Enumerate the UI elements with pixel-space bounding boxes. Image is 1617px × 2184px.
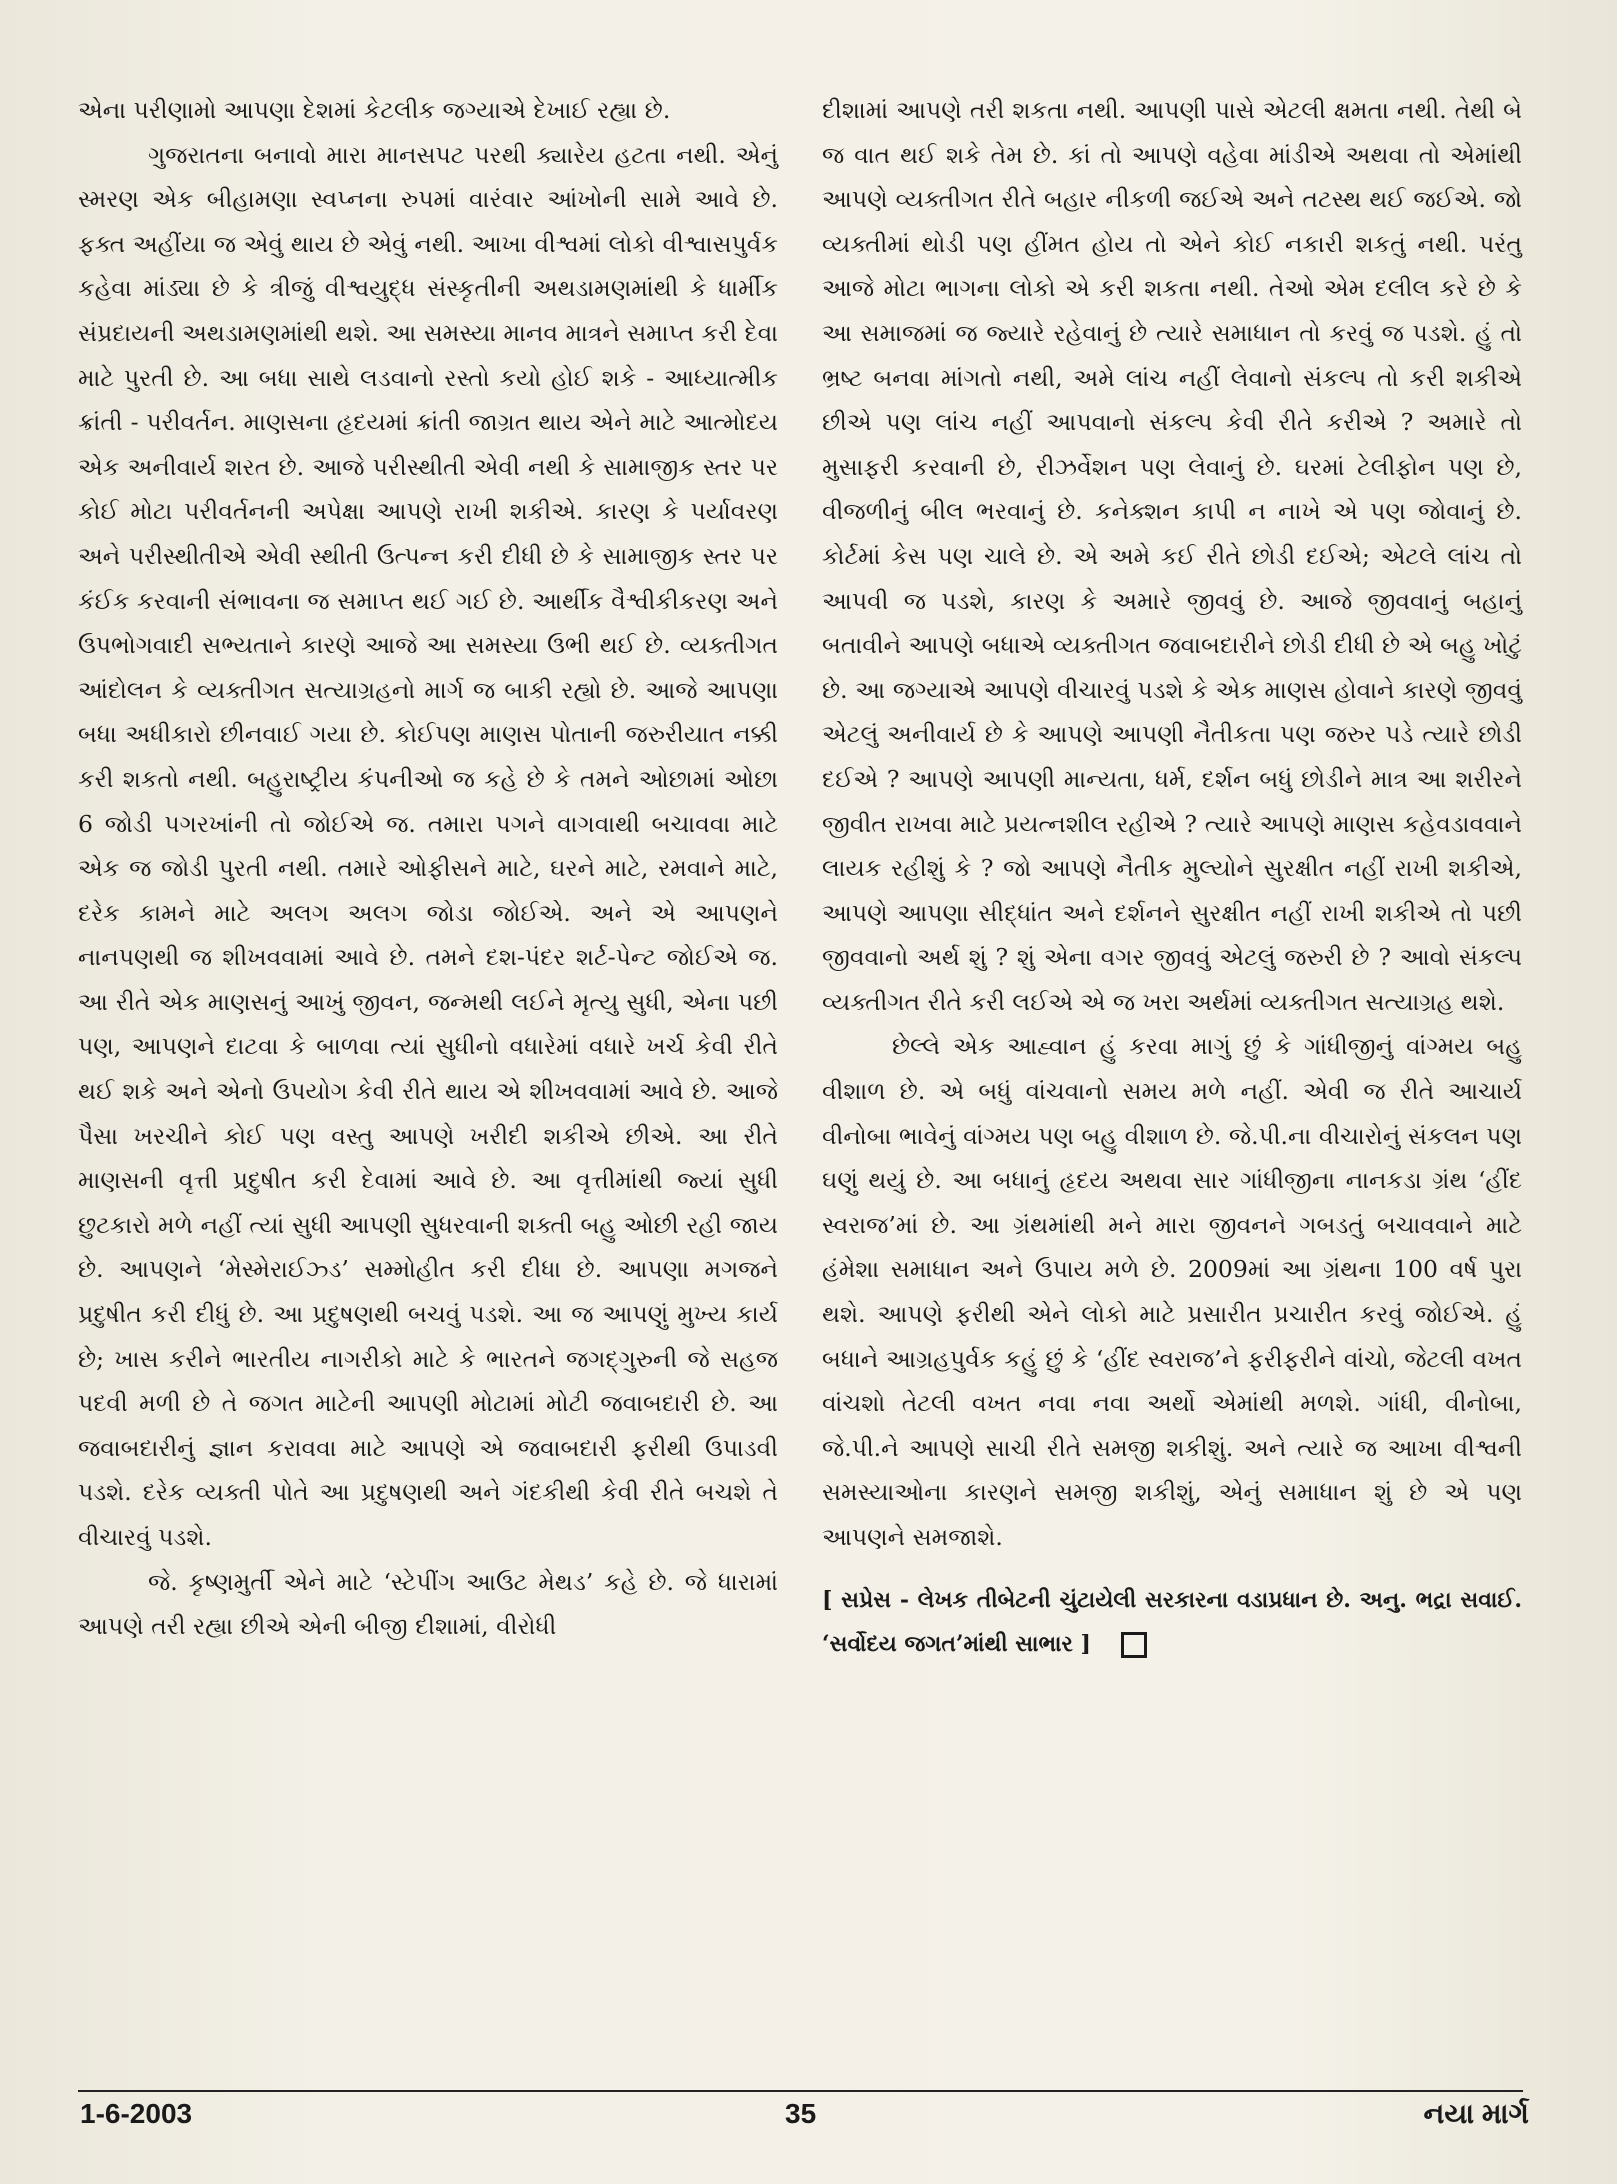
source-credit bbox=[822, 1578, 1522, 1666]
end-mark-icon bbox=[1121, 1632, 1147, 1658]
paragraph: છેલ્લે એક આહ્વાન હું કરવા માગું છું કે ગાંધીજીનું વાંગ્મય બહુ વીશાળ છે. એ બધું વાંચવાનો સમય મળે નહીં. એવી જ રીતે આચાર્ય વીનોબા ભાવેનું વાંગ્મય પણ બહુ વીશાળ છે. જે.પી.ના વીચારોનું સંકલન પણ ઘણું થયું છે. આ બધાનું હૃદય અથવા સાર ગાંધીજીના નાનકડા ગ્રંથ ‘હીંદ સ્વરાજ’માં છે. આ ગ્રંથમાંથી મને મારા જીવનને ગબડતું બચાવવાને માટે હંમેશા સમાધાન અને ઉપાય મળે છે. 2009માં આ ગ્રંથના 100 વર્ષ પુરા થશે. આપણે ફરીથી એને લોકો માટે પ્રસારીત પ્રચારીત કરવું જોઈએ. હું બધાને આગ્રહપુર્વક કહું છું કે ‘હીંદ સ્વરાજ’ને ફરીફરીને વાંચો, જેટલી વખત વાંચશો તેટલી વખત નવા નવા અર્થો એમાંથી મળશે. ગાંધી, વીનોબા, જે.પી.ને આપણે સાચી રીતે સમજી શકીશું. અને ત્યારે જ આખા વીશ્વની સમસ્યાઓના કારણને સમજી શકીશું, એનું સમાધાન શું છે એ પણ આપણને સમજાશે. bbox=[822, 1032, 1522, 1551]
page-number: 35 bbox=[785, 2098, 817, 2129]
left-column bbox=[78, 88, 778, 1649]
source-credit-text: [ સપ્રેસ - લેખક તીબેટની ચુંટાયેલી સરકારના વડાપ્રધાન છે. અનુ. ભદ્રા સવાઈ. ‘સર્વોદય જગત’માંથી સાભાર ] bbox=[822, 1586, 1522, 1657]
paragraph: ગુજરાતના બનાવો મારા માનસપટ પરથી ક્યારેય હટતા નથી. એનું સ્મરણ એક બીહામણા સ્વપ્નના રુપમાં વારંવાર આંખોની સામે આવે છે. ફક્ત અહીંયા જ એવું થાય છે એવું નથી. આખા વીશ્વમાં લોકો વીશ્વાસપુર્વક કહેવા માંડ્યા છે કે ત્રીજું વીશ્વયુદ્ધ સંસ્કૃતીની અથડામણમાંથી કે ધાર્મીક સંપ્રદાયની અથડામણમાંથી થશે. આ સમસ્યા માનવ માત્રને સમાપ્ત કરી દેવા માટે પુરતી છે. આ બધા સાથે લડવાનો રસ્તો કયો હોઈ શકે - આધ્યાત્મીક ક્રાંતી - પરીવર્તન. માણસના હૃદયમાં ક્રાંતી જાગ્રત થાય એને માટે આત્મોદય એક અનીવાર્ય શરત છે. આજે પરીસ્થીતી એવી નથી કે સામાજીક સ્તર પર કોઈ મોટા પરીવર્તનની અપેક્ષા આપણે રાખી શકીએ. કારણ કે પર્યાવરણ અને પરીસ્થીતીએ એવી સ્થીતી ઉત્પન્ન કરી દીધી છે કે સામાજીક સ્તર પર કંઈક કરવાની સંભાવના જ સમાપ્ત થઈ ગઈ છે. આર્થીક વૈશ્વીકીકરણ અને ઉપભોગવાદી સભ્યતાને કારણે આજે આ સમસ્યા ઉભી થઈ છે. વ્યક્તીગત આંદોલન કે વ્યક્તીગત સત્યાગ્રહનો માર્ગ જ બાકી રહ્યો છે. આજે આપણા બધા અધીકારો છીનવાઈ ગયા છે. કોઈપણ માણસ પોતાની જરુરીયાત નક્કી કરી શકતો નથી. બહુરાષ્ટ્રીય કંપનીઓ જ કહે છે કે તમને ઓછામાં ઓછા 6 જોડી પગરખાંની તો જોઈએ જ. તમારા પગને વાગવાથી બચાવવા માટે એક જ જોડી પુરતી નથી. તમારે ઓફીસને માટે, ઘરને માટે, રમવાને માટે, દરેક કામને માટે અલગ અલગ જોડા જોઈએ. અને એ આપણને નાનપણથી જ શીખવવામાં આવે છે. તમને દશ-પંદર શર્ટ-પેન્ટ જોઈએ જ. આ રીતે એક માણસનું આખું જીવન, જન્મથી લઈને મૃત્યુ સુધી, એના પછી પણ, આપણને દાટવા કે બાળવા ત્યાં સુધીનો વધારેમાં વધારે ખર્ચ કેવી રીતે થઈ શકે અને એનો ઉપયોગ કેવી રીતે થાય એ શીખવવામાં આવે છે. આજે પૈસા ખરચીને કોઈ પણ વસ્તુ આપણે ખરીદી શકીએ છીએ. આ રીતે માણસની વૃત્તી પ્રદુષીત કરી દેવામાં આવે છે. આ વૃત્તીમાંથી જ્યાં સુધી છુટકારો મળે નહીં ત્યાં સુધી આપણી સુધરવાની શક્તી બહુ ઓછી રહી જાય છે. આપણને ‘મેસ્મેરાઈઝ્ડ’ સમ્મોહીત કરી દીધા છે. આપણા મગજને પ્રદુષીત કરી દીધું છે. આ પ્રદુષણથી બચવું પડશે. આ જ આપણું મુખ્ય કાર્ય છે; ખાસ કરીને ભારતીય નાગરીકો માટે કે ભારતને જગદ્ગુરુની જે સહજ પદવી મળી છે તે જગત માટેની આપણી મોટામાં મોટી જવાબદારી છે. આ જવાબદારીનું જ્ઞાન કરાવવા માટે આપણે એ જવાબદારી ફરીથી ઉપાડવી પડશે. દરેક વ્યક્તી પોતે આ પ્રદુષણથી અને ગંદકીથી કેવી રીતે બચશે તે વીચારવું પડશે. bbox=[78, 140, 778, 1551]
magazine-name: નયા માર્ગ bbox=[1423, 2098, 1529, 2129]
issue-date: 1-6-2003 bbox=[80, 2098, 193, 2129]
paragraph: દીશામાં આપણે તરી શકતા નથી. આપણી પાસે એટલી ક્ષમતા નથી. તેથી બે જ વાત થઈ શકે તેમ છે. કાં તો આપણે વહેવા માંડીએ અથવા તો એમાંથી આપણે વ્યક્તીગત રીતે બહાર નીકળી જઈએ અને તટસ્થ થઈ જઈએ. જો વ્યક્તીમાં થોડી પણ હીંમત હોય તો એને કોઈ નકારી શકતું નથી. પરંતુ આજે મોટા ભાગના લોકો એ કરી શકતા નથી. તેઓ એમ દલીલ કરે છે કે આ સમાજમાં જ જ્યારે રહેવાનું છે ત્યારે સમાધાન તો કરવું જ પડશે. હું તો ભ્રષ્ટ બનવા માંગતો નથી, અમે લાંચ નહીં લેવાનો સંકલ્પ તો કરી શકીએ છીએ પણ લાંચ નહીં આપવાનો સંકલ્પ કેવી રીતે કરીએ ? અમારે તો મુસાફરી કરવાની છે, રીઝર્વેશન પણ લેવાનું છે. ઘરમાં ટેલીફોન પણ છે, વીજળીનું બીલ ભરવાનું છે. કનેક્શન કાપી ન નાખે એ પણ જોવાનું છે. કોર્ટમાં કેસ પણ ચાલે છે. એ અમે કઈ રીતે છોડી દઈએ; એટલે લાંચ તો આપવી જ પડશે, કારણ કે અમારે જીવવું છે. આજે જીવવાનું બહાનું બતાવીને આપણે બધાએ વ્યક્તીગત જવાબદારીને છોડી દીધી છે એ બહુ ખોટું છે. આ જગ્યાએ આપણે વીચારવું પડશે કે એક માણસ હોવાને કારણે જીવવું એટલું અનીવાર્ય છે કે આપણે આપણી નૈતીકતા પણ જરુર પડે ત્યારે છોડી દઈએ ? આપણે આપણી માન્યતા, ધર્મ, દર્શન બધું છોડીને માત્ર આ શરીરને જીવીત રાખવા માટે પ્રયત્નશીલ રહીએ ? ત્યારે આપણે માણસ કહેવડાવવાને લાયક રહીશું કે ? જો આપણે નૈતીક મુલ્યોને સુરક્ષીત નહીં રાખી શકીએ, આપણે આપણા સીદ્ધાંત અને દર્શનને સુરક્ષીત નહીં રાખી શકીએ તો પછી જીવવાનો અર્થ શું ? શું એના વગર જીવવું એટલું જરુરી છે ? આવો સંકલ્પ વ્યક્તીગત રીતે કરી લઈએ એ જ ખરા અર્થમાં વ્યક્તીગત સત્યાગ્રહ થશે. bbox=[822, 96, 1522, 1016]
paragraph: એના પરીણામો આપણા દેશમાં કેટલીક જગ્યાએ દેખાઈ રહ્યા છે. bbox=[78, 96, 671, 124]
right-column bbox=[822, 88, 1522, 1666]
footer-divider bbox=[78, 2090, 1523, 2092]
paragraph: જે. કૃષ્ણમુર્તી એને માટે ‘સ્ટેપીંગ આઉટ મેથડ’ કહે છે. જે ધારામાં આપણે તરી રહ્યા છીએ એની બીજી દીશામાં, વીરોધી bbox=[78, 1567, 778, 1641]
